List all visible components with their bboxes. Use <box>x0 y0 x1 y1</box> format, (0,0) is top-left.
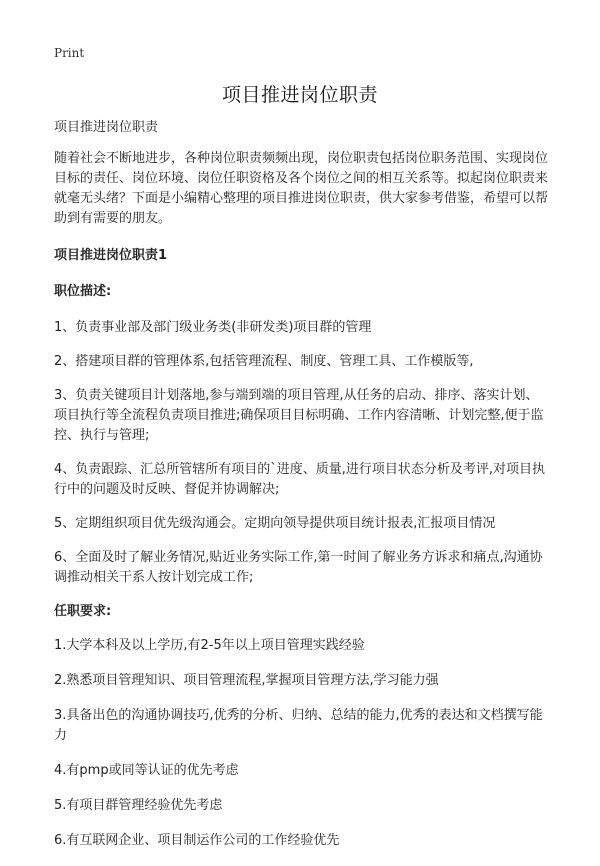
requirement-item: 1.大学本科及以上学历,有2-5年以上项目管理实践经验 <box>54 638 365 653</box>
job-description-heading: 职位描述: <box>54 284 112 299</box>
requirement-item: 5.有项目群管理经验优先考虑 <box>54 798 223 813</box>
page-title: 项目推进岗位职责 <box>221 84 378 106</box>
duty-item: 6、全面及时了解业务情况,贴近业务实际工作,第一时间了解业务方诉求和痛点,沟通协调推动相关干系人按计划完成工作; <box>54 550 543 585</box>
intro-paragraph: 随着社会不断地进步，各种岗位职责频频出现，岗位职责包括岗位职务范围、实现岗位目标的责任、岗位环境、岗位任职资格及各个岗位之间的相互关系等。拟起岗位职责来就毫无头绪？下面是小编精心整理的项目推进岗位职责，供大家参考借鉴，希望可以帮助到有需要的朋友。 <box>54 151 549 226</box>
requirements-heading: 任职要求: <box>54 604 112 619</box>
article-body <box>54 118 550 866</box>
section-title: 项目推进岗位职责1 <box>54 248 168 263</box>
requirement-item: 3.具备出色的沟通协调技巧,优秀的分析、归纳、总结的能力,优秀的表达和文档撰写能力 <box>54 708 543 743</box>
duty-item: 3、负责关键项目计划落地,参与端到端的项目管理,从任务的启动、排序、落实计划、项目执行等全流程负责项目推进;确保项目目标明确、工作内容清晰、计划完整,便于监控、执行与管理; <box>54 388 544 443</box>
requirement-item: 2.熟悉项目管理知识、项目管理流程,掌握项目管理方法,学习能力强 <box>54 673 439 688</box>
requirement-item: 6.有互联网企业、项目制运作公司的工作经验优先 <box>54 833 340 848</box>
article-subtitle: 项目推进岗位职责 <box>54 120 159 135</box>
duty-item: 1、负责事业部及部门级业务类(非研发类)项目群的管理 <box>54 320 372 335</box>
duty-item: 4、负责跟踪、汇总所管辖所有项目的`进度、质量,进行项目状态分析及考评,对项目执行中的问题及时反映、督促并协调解决; <box>54 462 546 497</box>
print-link[interactable]: Print <box>54 46 85 60</box>
requirement-item: 4.有pmp或同等认证的优先考虑 <box>54 763 239 778</box>
duty-item: 2、搭建项目群的管理体系,包括管理流程、制度、管理工具、工作模版等, <box>54 354 474 369</box>
duty-item: 5、定期组织项目优先级沟通会。定期向领导提供项目统计报表,汇报项目情况 <box>54 516 496 531</box>
